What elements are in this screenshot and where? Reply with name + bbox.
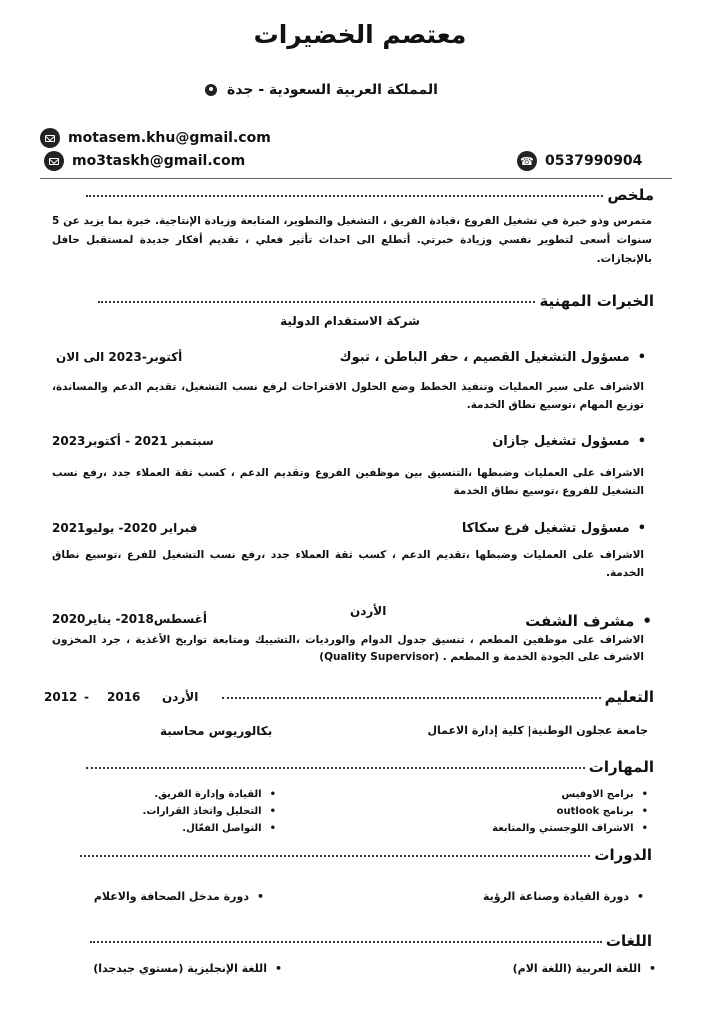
summary-title: ملخص bbox=[607, 186, 654, 204]
company-name: شركة الاستقدام الدولية bbox=[280, 314, 420, 328]
dotted-leader bbox=[90, 941, 602, 943]
job-date-1: أكتوبر-2023 الى الان bbox=[56, 350, 183, 364]
email-row-2 bbox=[44, 151, 245, 171]
header-divider bbox=[40, 178, 672, 179]
experience-title: الخبرات المهنية bbox=[539, 292, 654, 310]
location-text: المملكة العربية السعودية - جدة bbox=[227, 82, 438, 98]
skills-list-left bbox=[76, 786, 276, 837]
job-desc-3: الاشراف على العمليات وضبطها ،تقديم الدعم ، كسب ثقة العملاء جدد ،رفع نسب التشغيل للفرع ،توسيع نطاق الخدمة. bbox=[52, 549, 644, 579]
education-heading bbox=[222, 688, 654, 706]
dotted-leader bbox=[80, 855, 590, 857]
language-item-1: • اللغة العربية (اللغة الام) bbox=[513, 962, 656, 975]
email-1[interactable]: motasem.khu@gmail.com bbox=[68, 130, 271, 146]
job-date-2: سبتمبر 2021 - أكتوبر2023 bbox=[52, 434, 214, 448]
course-item-2: • دورة مدخل الصحافة والاعلام bbox=[94, 890, 264, 903]
job-title-1: • مسؤول التشغيل القصيم ، حفر الباطن ، تبوك bbox=[340, 350, 646, 365]
education-year-start: 2016 bbox=[107, 690, 141, 704]
education-degree: بكالوريوس محاسبة bbox=[160, 724, 273, 738]
skill-item: • الاشراف اللوجستي والمتابعة bbox=[388, 820, 648, 837]
job-desc-1: الاشراف على سير العمليات وتنفيذ الخطط وضع الحلول الاقتراحات لرفع نسب التشغيل، تقديم الدعم والمساندة، توزيع المهام ،توسيع نطاق الخدمة. bbox=[52, 381, 644, 411]
email-icon bbox=[40, 128, 60, 148]
education-university: جامعة عجلون الوطنية| كلية إدارة الاعمال bbox=[427, 724, 648, 737]
education-country: الأردن bbox=[162, 690, 199, 704]
education-title: التعليم bbox=[604, 688, 654, 706]
skill-item: • التواصل الفعّال. bbox=[76, 820, 276, 837]
email-row-1 bbox=[40, 128, 271, 148]
job-title-4: • مشرف الشفت bbox=[525, 612, 652, 630]
dotted-leader bbox=[86, 767, 585, 769]
skill-item: • التحليل واتخاذ القرارات. bbox=[76, 803, 276, 820]
education-year-dash: - bbox=[84, 690, 89, 704]
summary-text: متمرس وذو خبرة في تشغيل الفروع ،قيادة الفريق ، التشغيل والتطوير، المتابعة وزيادة الإنتاجية. خبرة بما يزيد عن 5 سنوات أسعى لتطوير نفسي وزيادة خبرتي. أتطلع الى احداث تأثير فعلي ، تقديم أفكار جديدة لمستقبل حافل بالإنجازات. bbox=[52, 215, 652, 265]
job-title-3: • مسؤول تشغيل فرع سكاكا bbox=[462, 521, 646, 536]
job-title-2: • مسؤول تشغيل جازان bbox=[492, 434, 646, 449]
email-2[interactable]: mo3taskh@gmail.com bbox=[72, 153, 246, 169]
languages-title: اللغات bbox=[605, 932, 652, 950]
job-country-4: الأردن bbox=[350, 604, 387, 618]
summary-heading bbox=[86, 186, 654, 204]
skills-list-right bbox=[388, 786, 648, 837]
dotted-leader bbox=[98, 301, 535, 303]
dotted-leader bbox=[86, 195, 603, 197]
courses-heading bbox=[80, 846, 652, 864]
skills-heading bbox=[86, 758, 654, 776]
experience-heading bbox=[98, 292, 654, 310]
phone-icon: ☎ bbox=[517, 151, 537, 171]
location-pin-icon bbox=[205, 84, 217, 96]
courses-title: الدورات bbox=[594, 846, 652, 864]
job-date-4: أغسطس2018- يناير2020 bbox=[52, 612, 208, 626]
dotted-leader bbox=[222, 697, 601, 699]
phone-number[interactable]: 0537990904 bbox=[545, 153, 643, 169]
skill-item: • برنامج outlook bbox=[388, 803, 648, 820]
education-year-end: 2012 bbox=[44, 690, 78, 704]
resume-name: معتصم الخضيرات bbox=[253, 20, 467, 49]
skills-title: المهارات bbox=[588, 758, 654, 776]
language-item-2: • اللغة الإنجليزية (مستوي جيدجدا) bbox=[93, 962, 282, 975]
job-date-3: فبراير 2020- يوليو2021 bbox=[52, 521, 198, 535]
job-desc-4: الاشراف على موظفين المطعم ، تنسيق جدول الدوام والورديات ،التشييك ومتابعة تواريخ الأغذية ، جرد المخزون الاشرف على الجودة الخدمة و المطعم . (Quality Supervisor) bbox=[52, 634, 644, 663]
course-item-1: • دورة القيادة وصناعة الرؤية bbox=[483, 890, 644, 903]
phone-row bbox=[517, 151, 642, 171]
skill-item: • برامج الاوفيس bbox=[388, 786, 648, 803]
location-line bbox=[205, 82, 505, 98]
email-icon bbox=[44, 151, 64, 171]
job-desc-2: الاشراف على العمليات وضبطها ،التنسيق بين موظفين الفروع وتقديم الدعم ، كسب ثقة العملاء جدد ،رفع نسب التشغيل للفروع ،توسيع نطاق الخدمة bbox=[52, 467, 644, 497]
languages-heading bbox=[90, 932, 652, 950]
skill-item: • القيادة وإدارة الفريق. bbox=[76, 786, 276, 803]
